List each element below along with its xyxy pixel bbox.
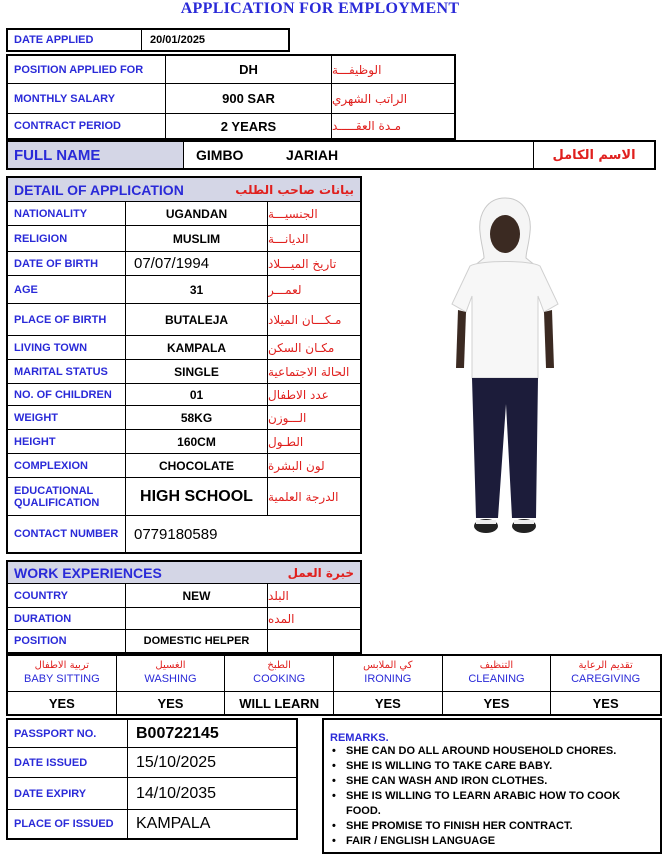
passport-value: 15/10/2025 bbox=[128, 748, 296, 778]
work-header-ar: خبرة العمل bbox=[287, 565, 354, 580]
contract-label: CONTRACT PERIOD bbox=[8, 114, 166, 138]
work-ar bbox=[268, 630, 360, 652]
skill-ar: تقديم الرعاية bbox=[578, 660, 633, 671]
skill-header bbox=[443, 656, 552, 692]
skill-header bbox=[8, 656, 117, 692]
passport-value: 14/10/2035 bbox=[128, 778, 296, 810]
contract-ar: مـدة العقـــــد bbox=[332, 119, 402, 133]
full-name-ar: الاسم الكامل bbox=[552, 147, 636, 163]
remarks-box bbox=[322, 718, 662, 854]
skill-header bbox=[551, 656, 660, 692]
page-title: APPLICATION FOR EMPLOYMENT bbox=[180, 0, 460, 17]
remark-item: • SHE CAN WASH AND IRON CLOTHES. bbox=[330, 774, 654, 789]
contract-value: 2 YEARS bbox=[166, 114, 332, 138]
work-label: DURATION bbox=[8, 608, 126, 630]
detail-value: 58KG bbox=[126, 406, 268, 430]
skill-name: BABY SITTING bbox=[24, 673, 100, 685]
detail-value: MUSLIM bbox=[126, 226, 268, 252]
detail-label: NATIONALITY bbox=[8, 202, 126, 226]
detail-label: WEIGHT bbox=[8, 406, 126, 430]
skill-header bbox=[117, 656, 226, 692]
detail-value: KAMPALA bbox=[126, 336, 268, 360]
detail-label: CONTACT NUMBER bbox=[8, 516, 126, 552]
detail-label: HEIGHT bbox=[8, 430, 126, 454]
skill-ar: الغسيل bbox=[155, 660, 186, 671]
full-name-last: JARIAH bbox=[276, 142, 534, 168]
skill-value: YES bbox=[8, 692, 117, 714]
remark-item: • SHE PROMISE TO FINISH HER CONTRACT. bbox=[330, 819, 654, 834]
detail-ar: مكـان السكن bbox=[268, 336, 360, 360]
salary-value: 900 SAR bbox=[166, 84, 332, 114]
detail-ar: عدد الاطفال bbox=[268, 384, 360, 406]
detail-ar: الحالة الاجتماعية bbox=[268, 360, 360, 384]
detail-header-ar: بيانات صاحب الطلب bbox=[235, 182, 354, 197]
date-applied-box bbox=[6, 28, 290, 52]
detail-label: COMPLEXION bbox=[8, 454, 126, 478]
work-value: NEW bbox=[126, 584, 268, 608]
skill-name: WASHING bbox=[144, 673, 197, 685]
skills-values bbox=[8, 692, 660, 714]
detail-ar: لعمـــر bbox=[268, 276, 360, 304]
skill-header bbox=[225, 656, 334, 692]
person-icon bbox=[440, 192, 570, 544]
skill-value: YES bbox=[592, 695, 619, 711]
work-header-text: WORK EXPERIENCES bbox=[14, 564, 162, 581]
salary-ar: الراتب الشهري bbox=[332, 84, 454, 114]
passport-label: PASSPORT NO. bbox=[8, 720, 128, 748]
detail-value: BUTALEJA bbox=[126, 304, 268, 336]
remark-item: • SHE IS WILLING TO TAKE CARE BABY. bbox=[330, 759, 654, 774]
detail-ar: الجنسيـــة bbox=[268, 202, 360, 226]
skills-table bbox=[6, 654, 662, 716]
job-terms-box bbox=[6, 54, 456, 140]
detail-label: MARITAL STATUS bbox=[8, 360, 126, 384]
skill-value: WILL LEARN bbox=[225, 692, 334, 714]
detail-value: 07/07/1994 bbox=[126, 252, 268, 276]
work-label: POSITION bbox=[8, 630, 126, 652]
skill-ar: كي الملابس bbox=[363, 660, 413, 671]
work-label: COUNTRY bbox=[8, 584, 126, 608]
work-value bbox=[126, 608, 268, 630]
detail-value: 31 bbox=[126, 276, 268, 304]
full-name-box bbox=[6, 140, 656, 170]
skill-value: YES bbox=[117, 692, 226, 714]
detail-ar: الـــوزن bbox=[268, 406, 360, 430]
detail-ar: لون البشرة bbox=[268, 454, 360, 478]
passport-label: DATE EXPIRY bbox=[8, 778, 128, 810]
skill-name: CAREGIVING bbox=[571, 673, 641, 685]
detail-value: 160CM bbox=[126, 430, 268, 454]
remarks-title: REMARKS. bbox=[330, 732, 389, 744]
position-ar: الوظيفـــة bbox=[332, 56, 454, 84]
date-applied-value: 20/01/2025 bbox=[150, 34, 206, 46]
detail-ar: الدرجة العلمية bbox=[268, 478, 360, 516]
skill-ar: الطبخ bbox=[267, 660, 291, 671]
remark-item: • SHE CAN DO ALL AROUND HOUSEHOLD CHORES. bbox=[330, 744, 654, 759]
detail-ar: الديانـــة bbox=[268, 226, 360, 252]
work-ar: البلد bbox=[268, 584, 360, 608]
skill-value: YES bbox=[334, 692, 443, 714]
detail-value: UGANDAN bbox=[126, 202, 268, 226]
detail-value: SINGLE bbox=[126, 360, 268, 384]
remark-item: • FAIR / ENGLISH LANGUAGE bbox=[330, 834, 654, 849]
work-header bbox=[8, 562, 360, 584]
detail-label: RELIGION bbox=[8, 226, 126, 252]
skill-header bbox=[334, 656, 443, 692]
detail-header bbox=[8, 178, 360, 202]
full-name-label: FULL NAME bbox=[8, 142, 184, 168]
skill-ar: التنظيف bbox=[479, 660, 514, 671]
date-applied-label: DATE APPLIED bbox=[8, 30, 142, 50]
detail-value: 0779180589 bbox=[134, 525, 218, 543]
detail-value: HIGH SCHOOL bbox=[126, 478, 268, 516]
salary-label: MONTHLY SALARY bbox=[8, 84, 166, 114]
detail-ar: مـكـــان الميلاد bbox=[268, 304, 360, 336]
skill-name: CLEANING bbox=[468, 673, 525, 685]
detail-label: DATE OF BIRTH bbox=[8, 252, 126, 276]
detail-label: EDUCATIONAL QUALIFICATION bbox=[8, 478, 126, 516]
detail-ar: تاريخ الميـــلاد bbox=[268, 252, 360, 276]
position-label: POSITION APPLIED FOR bbox=[8, 56, 166, 84]
detail-label: PLACE OF BIRTH bbox=[8, 304, 126, 336]
detail-header-text: DETAIL OF APPLICATION bbox=[14, 181, 184, 198]
skill-name: COOKING bbox=[253, 673, 306, 685]
detail-ar: الطـول bbox=[268, 430, 360, 454]
work-table bbox=[6, 560, 362, 654]
passport-label: DATE ISSUED bbox=[8, 748, 128, 778]
detail-label: AGE bbox=[8, 276, 126, 304]
skills-head bbox=[8, 656, 660, 692]
detail-value: 01 bbox=[126, 384, 268, 406]
passport-label: PLACE OF ISSUED bbox=[8, 810, 128, 838]
passport-value: B00722145 bbox=[128, 720, 296, 748]
skill-name: IRONING bbox=[364, 673, 412, 685]
passport-value: KAMPALA bbox=[136, 815, 211, 832]
applicant-photo bbox=[440, 192, 570, 544]
detail-table bbox=[6, 176, 362, 554]
full-name-first: GIMBO bbox=[196, 147, 244, 163]
work-ar: المده bbox=[268, 608, 360, 630]
passport-table bbox=[6, 718, 298, 840]
detail-label: LIVING TOWN bbox=[8, 336, 126, 360]
work-value: DOMESTIC HELPER bbox=[126, 630, 268, 652]
skill-value: YES bbox=[443, 692, 552, 714]
remark-item: • SHE IS WILLING TO LEARN ARABIC HOW TO COOK FOOD. bbox=[330, 789, 654, 819]
skill-ar: تربية الاطفال bbox=[34, 660, 90, 671]
position-value: DH bbox=[166, 56, 332, 84]
detail-label: NO. OF CHILDREN bbox=[8, 384, 126, 406]
detail-value: CHOCOLATE bbox=[126, 454, 268, 478]
remarks-list bbox=[330, 744, 654, 849]
